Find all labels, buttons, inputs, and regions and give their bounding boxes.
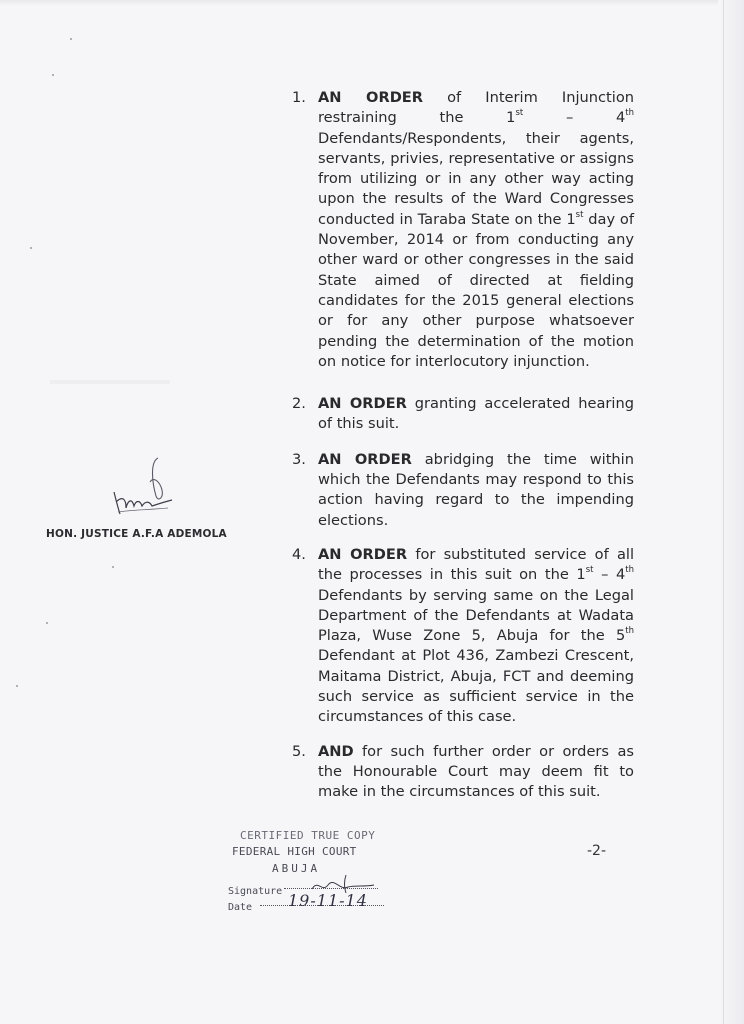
order-text bbox=[318, 742, 634, 803]
certified-copy-stamp bbox=[226, 829, 396, 921]
scan-speck bbox=[70, 38, 72, 40]
order-text bbox=[318, 394, 634, 435]
scan-speck bbox=[30, 247, 32, 249]
order-item-4 bbox=[292, 545, 634, 728]
judge-signature bbox=[106, 452, 180, 524]
order-lead: AN ORDER bbox=[318, 395, 407, 413]
order-number: 2. bbox=[292, 395, 306, 413]
order-body: Defendants/Respondents, their agents, servants, privies, representative or assigns from utilizing or in any other way acting upon the results of the Ward Congresses conducted in Taraba State on the 1 bbox=[318, 129, 634, 228]
order-lead: AN ORDER bbox=[318, 545, 408, 563]
order-item-3 bbox=[292, 450, 634, 531]
orders-list bbox=[292, 88, 634, 803]
page-top-edge bbox=[0, 0, 744, 6]
order-body: – 4 bbox=[523, 109, 626, 127]
order-body: granting accelerated hearing of this suit. bbox=[318, 395, 634, 433]
scan-speck bbox=[46, 622, 48, 624]
order-body: abridging the time within which the Defendants may respond to this action having regard to the impending elections. bbox=[318, 450, 634, 529]
order-text bbox=[318, 88, 634, 372]
ordinal-suffix: th bbox=[625, 565, 634, 576]
order-item-2 bbox=[292, 394, 634, 435]
order-body: for substituted service of all the processes in this suit on the 1 bbox=[318, 545, 634, 584]
ordinal-suffix: th bbox=[625, 108, 634, 119]
order-item-5 bbox=[292, 742, 634, 803]
order-body: of Interim Injunction restraining the 1 bbox=[318, 89, 634, 127]
order-body: for such further order or orders as the Honourable Court may deem fit to make in the circumstances of this suit. bbox=[318, 742, 634, 801]
ordinal-suffix: st bbox=[575, 209, 584, 220]
order-text bbox=[318, 450, 634, 531]
order-lead: AND bbox=[318, 742, 354, 760]
page-fold-line bbox=[723, 0, 724, 1024]
stamp-city-line: ABUJA bbox=[272, 862, 321, 875]
page-number: -2- bbox=[587, 843, 607, 859]
scan-bleed bbox=[50, 380, 170, 384]
order-body: day of November, 2014 or from conducting any other ward or other congresses in the said State aimed of directed at fielding candidates for the 2015 general elections or for any other purpose whatsoever pending the determination of the motion on notice for interlocutory injunction. bbox=[318, 210, 634, 370]
order-body: – 4 bbox=[593, 566, 626, 584]
order-number: 5. bbox=[292, 742, 306, 760]
judge-name: HON. JUSTICE A.F.A ADEMOLA bbox=[46, 528, 227, 540]
stamp-handwritten-date: 19-11-14 bbox=[288, 891, 368, 910]
order-number: 1. bbox=[292, 89, 306, 106]
order-lead: AN ORDER bbox=[318, 89, 424, 106]
order-text bbox=[318, 545, 634, 728]
scan-speck bbox=[16, 685, 18, 687]
order-number: 3. bbox=[292, 450, 306, 468]
stamp-date-label: Date bbox=[228, 902, 253, 913]
order-lead: AN ORDER bbox=[318, 450, 412, 468]
ordinal-suffix: st bbox=[585, 565, 594, 576]
order-number: 4. bbox=[292, 545, 306, 563]
order-body: Defendants by serving same on the Legal Department of the Defendants at Wadata Plaza, Wuse Zone 5, Abuja for the 5 bbox=[318, 586, 634, 645]
ordinal-suffix: th bbox=[625, 626, 634, 637]
ordinal-suffix: st bbox=[515, 108, 524, 119]
scan-speck bbox=[52, 74, 54, 76]
order-item-1 bbox=[292, 88, 634, 372]
stamp-certified-line: CERTIFIED TRUE COPY bbox=[240, 829, 376, 842]
stamp-signature-label: Signature bbox=[228, 886, 283, 897]
scan-speck bbox=[112, 566, 114, 568]
page-right-edge bbox=[718, 0, 744, 1024]
stamp-court-line: FEDERAL HIGH COURT bbox=[232, 845, 357, 858]
order-body: Defendant at Plot 436, Zambezi Crescent, Maitama District, Abuja, FCT and deeming such service as sufficient service in the circumstances of this case. bbox=[318, 647, 634, 726]
